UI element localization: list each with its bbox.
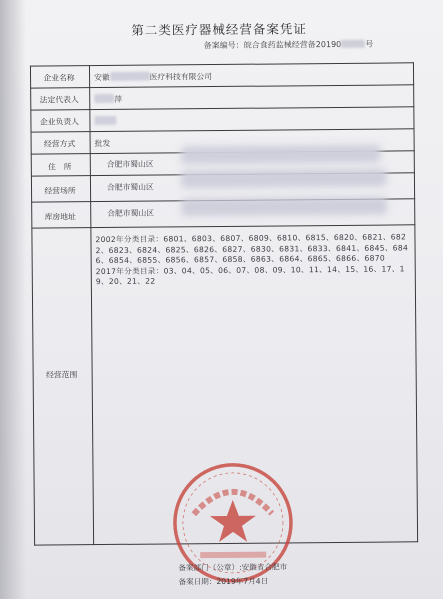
address-redaction bbox=[181, 169, 387, 189]
business-scope-value bbox=[95, 232, 413, 288]
company-name-suffix: 医疗科技有限公司 bbox=[149, 72, 213, 82]
company-name-prefix: 安徽 bbox=[94, 72, 110, 83]
record-date: 备案日期：2019年7月4日 bbox=[178, 576, 269, 587]
table-border-top bbox=[30, 62, 414, 66]
premises-value: 合肥市蜀山区 bbox=[106, 182, 154, 192]
row-divider bbox=[31, 224, 415, 228]
document-title: 第二类医疗器械经营备案凭证 bbox=[131, 21, 307, 38]
business-mode-label: 经营方式 bbox=[43, 139, 76, 149]
redaction-blur bbox=[94, 94, 114, 103]
redaction-blur bbox=[94, 116, 116, 125]
company-name-value bbox=[94, 71, 212, 83]
record-number-label: 备案编号： bbox=[203, 40, 244, 51]
row-divider bbox=[30, 106, 414, 110]
table-border-right bbox=[413, 62, 418, 542]
row-divider bbox=[30, 84, 414, 88]
address-redaction bbox=[181, 197, 387, 217]
label-column-divider bbox=[89, 65, 94, 545]
warehouse-label: 库房地址 bbox=[44, 212, 76, 222]
company-name-label: 企业名称 bbox=[43, 73, 75, 83]
residence-label: 住 所 bbox=[48, 162, 72, 172]
record-number bbox=[204, 39, 374, 51]
business-scope-label: 经营范围 bbox=[46, 370, 78, 380]
scope-2017-catalogue: 2017年分类目录：03、04、05、06、07、08、09、10、11、14、15、16、17、19、20、21、22 bbox=[95, 264, 405, 287]
redaction-blur bbox=[341, 40, 365, 48]
legal-rep-value bbox=[94, 94, 122, 105]
legal-rep-suffix: 萍 bbox=[114, 94, 123, 104]
business-mode-value: 批发 bbox=[94, 138, 111, 149]
warehouse-value: 合肥市蜀山区 bbox=[107, 208, 155, 218]
scope-2002-catalogue: 2002年分类目录：6801、6803、6807、6809、6810、6815、6820、6821、6822、6823、6824、6825、6826、6827、6830、6831、6833、6841、6845、6846、6854、6855、6856、6857、6858、6863、6864、6865、6866、6870 bbox=[95, 232, 409, 266]
record-number-value-end: 号 bbox=[365, 39, 374, 49]
legal-rep-label: 法定代表人 bbox=[39, 95, 79, 105]
row-divider bbox=[31, 128, 415, 132]
principal-label: 企业负责人 bbox=[39, 117, 79, 127]
residence-value: 合肥市蜀山区 bbox=[106, 159, 154, 169]
principal-value bbox=[94, 116, 116, 126]
address-redaction bbox=[181, 145, 381, 165]
record-department: 备案部门（公章）:安徽省合肥市 bbox=[178, 562, 288, 573]
redaction-blur bbox=[110, 72, 150, 81]
premises-label: 经营场所 bbox=[44, 186, 76, 196]
record-number-value-start: 皖合食药监械经营备20190 bbox=[243, 39, 342, 50]
